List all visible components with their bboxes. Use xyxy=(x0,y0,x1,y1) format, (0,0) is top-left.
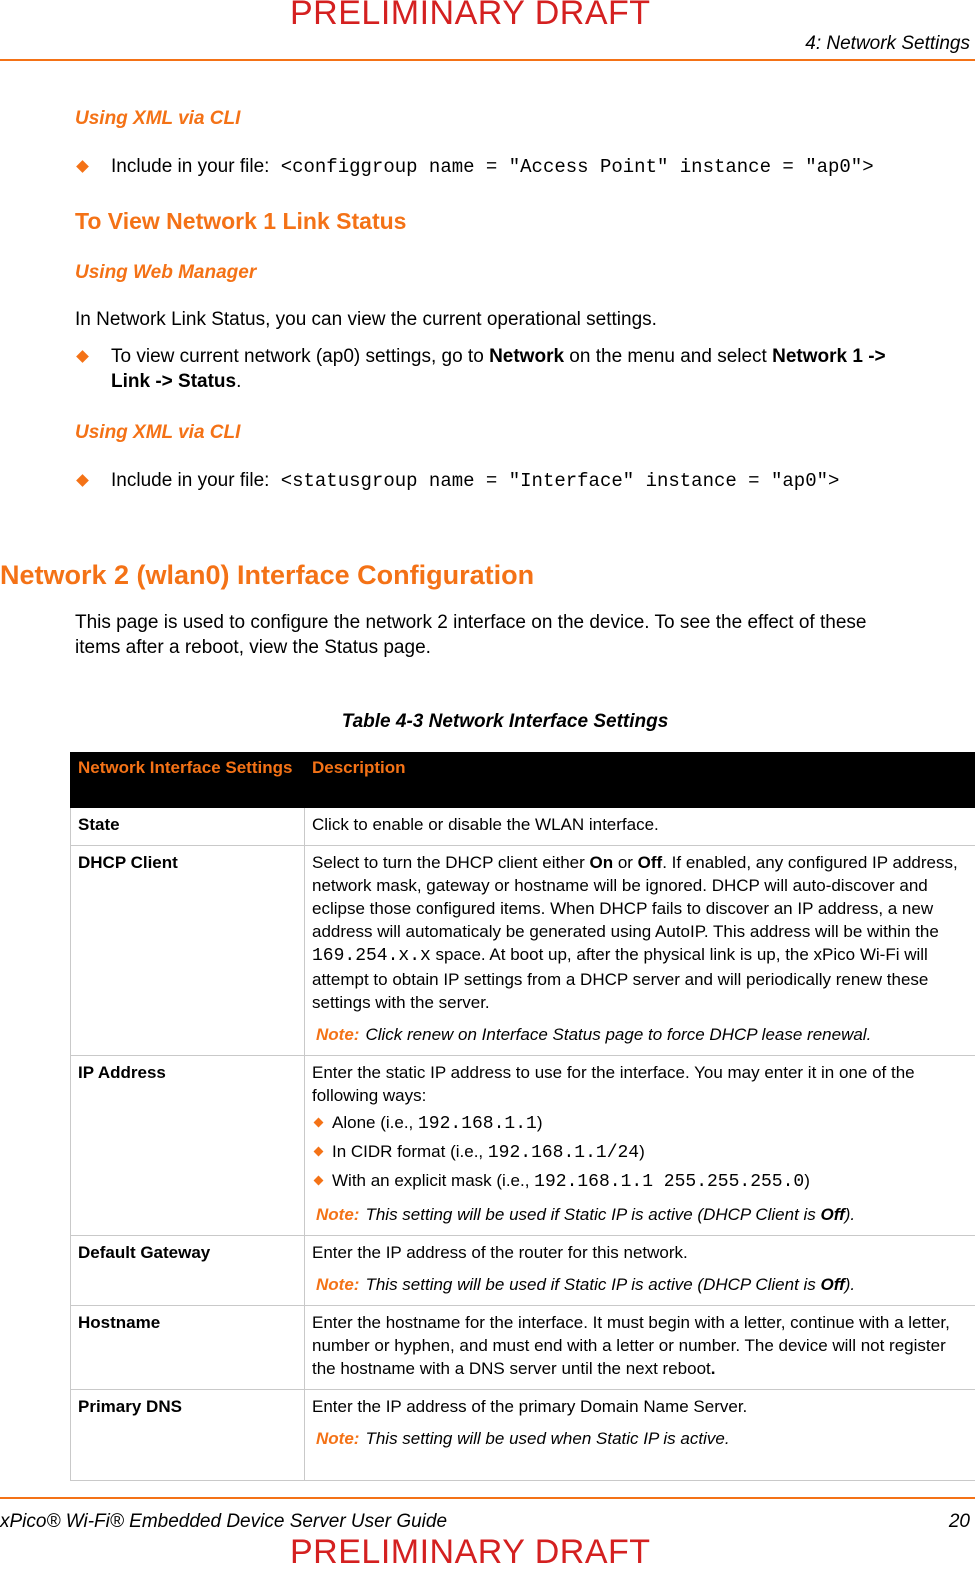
desc-text: Enter the IP address of the router for this network. xyxy=(312,1243,688,1262)
setting-description xyxy=(305,1390,975,1481)
note-text: ). xyxy=(844,1205,856,1224)
bullet-diamond-icon xyxy=(314,1176,324,1186)
desc-text: . If enabled, any configured IP address, network mask, gateway or hostname will be ignored. DHCP will auto-discover and eclipse those configured items. When DHCP fails to discover an IP address, a new address will automaticaly be generated using AutoIP. This address will be within the xyxy=(312,853,958,941)
desc-bold: . xyxy=(710,1359,716,1378)
instr-menu-network: Network xyxy=(489,346,565,367)
table-row xyxy=(71,846,975,1056)
desc-bold: Off xyxy=(637,853,663,872)
desc-text: Alone (i.e., xyxy=(332,1113,418,1132)
desc-text: or xyxy=(613,853,638,872)
section-heading-link-status: To View Network 1 Link Status xyxy=(75,208,407,234)
draft-watermark-top: PRELIMINARY DRAFT xyxy=(290,0,651,32)
note xyxy=(312,1203,968,1226)
note-text: This setting will be used when Static IP is active. xyxy=(365,1429,730,1448)
footer-title: xPico® Wi-Fi® Embedded Device Server User Guide xyxy=(0,1511,448,1532)
note-label: Note: xyxy=(316,1025,360,1044)
desc-text: With an explicit mask (i.e., xyxy=(332,1171,535,1190)
network-settings-table xyxy=(70,752,975,1481)
instr-text: . xyxy=(236,371,242,392)
link-status-intro: In Network Link Status, you can view the current operational settings. xyxy=(75,309,657,330)
include-label: Include in your file: xyxy=(111,156,270,177)
bullet-diamond-icon xyxy=(76,160,89,173)
instr-menu-path: Network 1 -> xyxy=(772,346,886,367)
desc-code: 169.254.x.x xyxy=(312,946,431,966)
include-label: Include in your file: xyxy=(111,470,270,491)
note-text: Click renew on Interface Status page to force DHCP lease renewal. xyxy=(365,1025,872,1044)
desc-text: Select to turn the DHCP client either xyxy=(312,853,590,872)
setting-description xyxy=(305,1306,975,1390)
bullet-diamond-icon xyxy=(76,474,89,487)
note-bold: Off xyxy=(820,1205,845,1224)
table-row xyxy=(71,1236,975,1306)
note xyxy=(312,1273,968,1296)
desc-text: Enter the hostname for the interface. It must begin with a letter, continue with a letter, number or hyphen, and must end with a letter or number. The device will not register the hostname with a DNS server until the next reboot xyxy=(312,1313,950,1378)
note xyxy=(312,1023,968,1046)
desc-text: space. At boot up, after the physical link is up, the xPico Wi-Fi will attempt to obtain IP settings from a DHCP server and will periodically renew these settings with the server. xyxy=(312,945,929,1012)
desc-text: ) xyxy=(536,1113,543,1132)
table-caption: Table 4-3 Network Interface Settings xyxy=(341,711,669,732)
table-row xyxy=(71,1390,975,1481)
header-cell: Description xyxy=(305,753,975,808)
bullet-diamond-icon xyxy=(314,1118,324,1128)
header-rule xyxy=(0,59,975,61)
table-row xyxy=(71,1306,975,1390)
xml-include-line xyxy=(111,154,874,180)
table-row xyxy=(71,1056,975,1236)
bullet-diamond-icon xyxy=(314,1147,324,1157)
table-header-row xyxy=(71,753,975,808)
desc-code: 192.168.1.1 xyxy=(418,1114,537,1134)
list-item xyxy=(312,1169,968,1194)
setting-name: DHCP Client xyxy=(71,846,305,1056)
desc-text: Enter the IP address of the primary Domain Name Server. xyxy=(312,1397,748,1416)
chapter-header: 4: Network Settings xyxy=(805,33,970,54)
network2-intro xyxy=(75,610,866,660)
instr-menu-path: Link -> Status xyxy=(111,371,237,392)
note xyxy=(312,1427,968,1450)
setting-description: Click to enable or disable the WLAN interface. xyxy=(305,808,975,846)
xml-status-include-line xyxy=(111,468,839,494)
desc-text: ) xyxy=(804,1171,810,1190)
status-code: <statusgroup name = "Interface" instance = "ap0"> xyxy=(280,470,840,492)
note-bold: Off xyxy=(820,1275,845,1294)
desc-code: 192.168.1.1 255.255.255.0 xyxy=(534,1172,805,1192)
intro-line: items after a reboot, view the Status page. xyxy=(75,637,431,658)
setting-name: Primary DNS xyxy=(71,1390,305,1481)
config-code: <configgroup name = "Access Point" instance = "ap0"> xyxy=(280,156,874,178)
section-heading-network2: Network 2 (wlan0) Interface Configuration xyxy=(0,560,535,590)
setting-name: State xyxy=(71,808,305,846)
desc-bold: On xyxy=(589,853,614,872)
note-label: Note: xyxy=(316,1429,360,1448)
setting-name: Hostname xyxy=(71,1306,305,1390)
page-number: 20 xyxy=(948,1511,970,1532)
list-item xyxy=(312,1111,968,1136)
subheading-xml-cli-2: Using XML via CLI xyxy=(75,422,241,443)
link-status-instruction xyxy=(111,344,966,394)
desc-text: Enter the static IP address to use for the interface. You may enter it in one of the following ways: xyxy=(312,1063,915,1105)
note-label: Note: xyxy=(316,1205,360,1224)
intro-line: This page is used to configure the network 2 interface on the device. To see the effect of these xyxy=(75,612,867,633)
footer-rule xyxy=(0,1497,975,1499)
desc-code: 192.168.1.1/24 xyxy=(487,1143,640,1163)
instr-text: To view current network (ap0) settings, go to xyxy=(111,346,490,367)
setting-name: IP Address xyxy=(71,1056,305,1236)
note-text: This setting will be used if Static IP is active (DHCP Client is xyxy=(365,1205,821,1224)
table-row xyxy=(71,808,975,846)
setting-description xyxy=(305,846,975,1056)
note-label: Note: xyxy=(316,1275,360,1294)
setting-name: Default Gateway xyxy=(71,1236,305,1306)
header-cell: Network Interface Settings xyxy=(71,753,305,808)
instr-text: on the menu and select xyxy=(564,346,773,367)
bullet-diamond-icon xyxy=(76,350,89,363)
note-text: ). xyxy=(844,1275,856,1294)
setting-description xyxy=(305,1056,975,1236)
desc-text: ) xyxy=(639,1142,645,1161)
desc-text: In CIDR format (i.e., xyxy=(332,1142,488,1161)
subheading-xml-cli: Using XML via CLI xyxy=(75,108,241,129)
setting-description xyxy=(305,1236,975,1306)
note-text: This setting will be used if Static IP is active (DHCP Client is xyxy=(365,1275,821,1294)
draft-watermark-bottom: PRELIMINARY DRAFT xyxy=(290,1533,651,1571)
subheading-web-manager: Using Web Manager xyxy=(75,262,257,283)
list-item xyxy=(312,1140,968,1165)
